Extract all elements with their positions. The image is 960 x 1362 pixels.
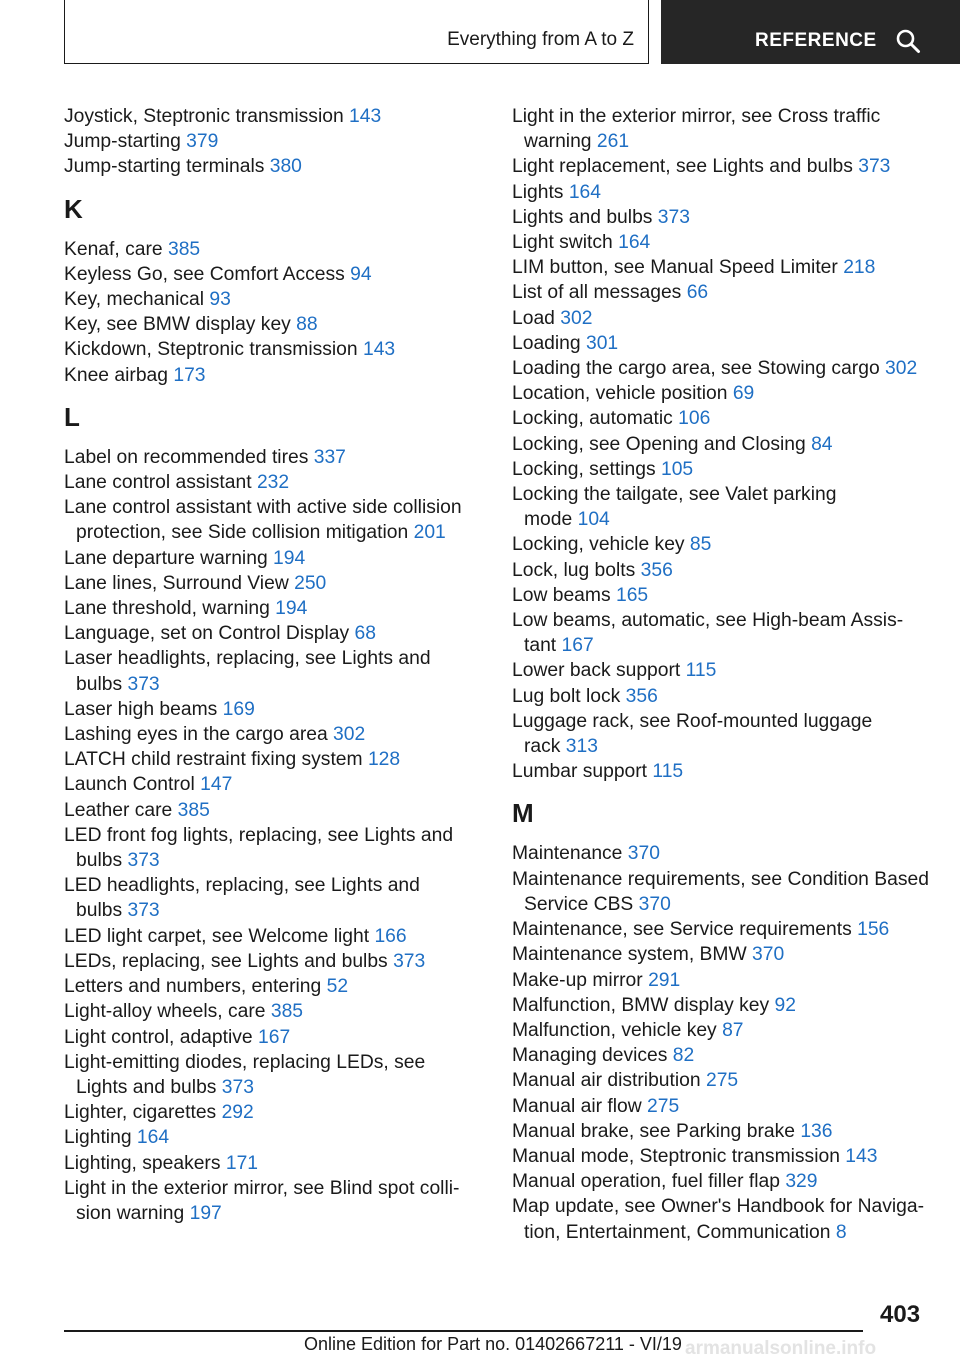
page-link[interactable]: 337 bbox=[313, 446, 346, 468]
page-link[interactable]: 275 bbox=[705, 1070, 739, 1092]
index-entry-text-continued: sion warning bbox=[76, 1202, 185, 1224]
page-link[interactable]: 373 bbox=[221, 1076, 254, 1098]
page-link[interactable]: 147 bbox=[200, 774, 233, 796]
page-link[interactable]: 194 bbox=[273, 547, 306, 569]
index-entry-text: Maintenance bbox=[512, 843, 623, 865]
page-link[interactable]: 329 bbox=[785, 1171, 818, 1193]
index-entry-text: Laser headlights, replacing, see Lights and bbox=[64, 648, 431, 670]
index-entry-text: Jump-starting terminals bbox=[64, 156, 265, 178]
index-entry bbox=[512, 154, 922, 179]
index-entry-text: Locking, settings bbox=[512, 458, 656, 480]
index-entry-text: Location, vehicle position bbox=[512, 383, 728, 405]
page-link[interactable]: 115 bbox=[652, 761, 684, 783]
page-link[interactable]: 164 bbox=[618, 232, 651, 254]
index-entry-text: Leather care bbox=[64, 799, 173, 821]
index-entry-text: Locking the tailgate, see Valet parking bbox=[512, 484, 837, 506]
index-entry-text: LEDs, replacing, see Lights and bulbs bbox=[64, 950, 388, 972]
index-entry bbox=[512, 709, 922, 759]
index-entry bbox=[64, 129, 474, 154]
index-entry-text: Maintenance, see Service requirements bbox=[512, 919, 852, 941]
page-link[interactable]: 173 bbox=[173, 364, 206, 386]
index-entry-text: Luggage rack, see Roof-mounted luggage bbox=[512, 710, 873, 732]
page-link[interactable]: 201 bbox=[413, 522, 446, 544]
index-entry-text: Maintenance requirements, see Condition Based bbox=[512, 868, 929, 890]
index-entry-text: Lane threshold, warning bbox=[64, 598, 270, 620]
index-entry bbox=[512, 993, 922, 1018]
page-link[interactable]: 385 bbox=[270, 1001, 304, 1023]
page-link[interactable]: 373 bbox=[858, 156, 891, 178]
index-entry bbox=[64, 823, 474, 873]
index-entry-text: Manual air flow bbox=[512, 1095, 642, 1117]
index-entry-text: Light control, adaptive bbox=[64, 1026, 253, 1048]
index-entry bbox=[64, 546, 474, 571]
page-link[interactable]: 302 bbox=[885, 358, 918, 380]
index-entry-text: Lumbar support bbox=[512, 761, 648, 783]
index-entry-text: Keyless Go, see Comfort Access bbox=[64, 263, 345, 285]
index-entry-text-continued: Lights and bulbs bbox=[76, 1076, 217, 1098]
index-entry bbox=[512, 841, 922, 866]
index-entry bbox=[512, 1169, 922, 1194]
index-entry-text: Low beams bbox=[512, 584, 611, 606]
search-icon[interactable] bbox=[895, 28, 921, 54]
index-entry bbox=[64, 974, 474, 999]
index-entry-text: Label on recommended tires bbox=[64, 446, 309, 468]
page-link[interactable]: 356 bbox=[640, 559, 673, 581]
index-entry-text: Load bbox=[512, 307, 555, 329]
index-entry-text: Light-emitting diodes, replacing LEDs, see bbox=[64, 1051, 426, 1073]
index-entry bbox=[512, 104, 922, 154]
index-entry-text: List of all messages bbox=[512, 282, 682, 304]
index-entry-text: Key, see BMW display key bbox=[64, 314, 291, 336]
index-entry bbox=[64, 722, 474, 747]
index-entry bbox=[512, 917, 922, 942]
index-entry-text: Knee airbag bbox=[64, 364, 168, 386]
index-entry-text: Loading bbox=[512, 332, 581, 354]
index-entry-text: Lighting bbox=[64, 1127, 132, 1149]
index-entry-text: Lights and bulbs bbox=[512, 206, 653, 228]
index-entry bbox=[512, 942, 922, 967]
page-link[interactable]: 167 bbox=[561, 635, 594, 657]
page-link[interactable]: 370 bbox=[752, 944, 785, 966]
index-entry bbox=[64, 262, 474, 287]
index-entry bbox=[64, 621, 474, 646]
index-entry bbox=[512, 255, 922, 280]
index-entry-text: Lane lines, Surround View bbox=[64, 572, 289, 594]
index-entry bbox=[64, 873, 474, 923]
page-link[interactable]: 92 bbox=[774, 994, 796, 1016]
section-title: Everything from A to Z bbox=[447, 29, 634, 50]
page-link[interactable]: 85 bbox=[689, 534, 712, 556]
page-link[interactable]: 82 bbox=[672, 1045, 695, 1067]
page-link[interactable]: 93 bbox=[209, 289, 231, 311]
page-link[interactable]: 143 bbox=[362, 339, 396, 361]
page-link[interactable]: 232 bbox=[256, 472, 290, 494]
index-entry bbox=[512, 1194, 925, 1244]
index-entry-text: LED light carpet, see Welcome light bbox=[64, 925, 370, 947]
index-entry-text: Light switch bbox=[512, 232, 613, 254]
page-link[interactable]: 385 bbox=[177, 799, 210, 821]
index-column-right bbox=[512, 104, 929, 1245]
page-link[interactable]: 302 bbox=[560, 307, 593, 329]
index-entry bbox=[64, 646, 474, 696]
page-link[interactable]: 167 bbox=[258, 1026, 291, 1048]
index-entry-text: Light in the exterior mirror, see Cross traffic bbox=[512, 106, 881, 127]
page-link[interactable]: 373 bbox=[127, 673, 160, 695]
index-entry-text: Locking, automatic bbox=[512, 408, 673, 430]
page-link[interactable]: 370 bbox=[627, 843, 660, 865]
edition-footer: Online Edition for Part no. 01402667211 - VI/19 bbox=[304, 1334, 682, 1354]
page-link[interactable]: 250 bbox=[294, 572, 327, 594]
index-entry-text: Lane departure warning bbox=[64, 547, 268, 569]
index-entry bbox=[64, 1125, 474, 1150]
page-link[interactable]: 385 bbox=[167, 238, 201, 260]
index-letter-heading: M bbox=[512, 798, 534, 829]
page-link[interactable]: 275 bbox=[647, 1095, 680, 1117]
index-entry bbox=[512, 1094, 922, 1119]
index-entry bbox=[64, 1025, 474, 1050]
page-link[interactable]: 194 bbox=[275, 598, 308, 620]
chapter-title: REFERENCE bbox=[755, 30, 877, 51]
index-entry bbox=[512, 1144, 922, 1169]
index-entry bbox=[64, 363, 474, 388]
index-entry-text: Lights bbox=[512, 181, 564, 203]
page-link[interactable]: 115 bbox=[685, 660, 717, 682]
index-entry-text: Language, set on Control Display bbox=[64, 623, 350, 645]
index-entry-text: Manual brake, see Parking brake bbox=[512, 1120, 795, 1142]
index-entry bbox=[512, 658, 922, 683]
index-entry bbox=[64, 154, 474, 179]
index-entry-text: Kenaf, care bbox=[64, 238, 163, 260]
page-link[interactable]: 69 bbox=[732, 383, 755, 405]
index-entry bbox=[512, 532, 922, 557]
page-link[interactable]: 164 bbox=[136, 1127, 170, 1149]
index-entry-text: LATCH child restraint fixing system bbox=[64, 749, 363, 771]
index-entry-text-continued: rack bbox=[524, 736, 561, 758]
page-link[interactable]: 143 bbox=[845, 1145, 878, 1167]
page-link[interactable]: 301 bbox=[585, 332, 619, 354]
index-entry-text: Loading the cargo area, see Stowing cargo bbox=[512, 358, 880, 380]
page-link[interactable]: 169 bbox=[222, 698, 255, 720]
index-column-left bbox=[64, 104, 474, 1226]
page-number: 403 bbox=[880, 1301, 921, 1328]
index-entry bbox=[512, 968, 922, 993]
index-entry bbox=[64, 697, 474, 722]
index-entry-text: LED headlights, replacing, see Lights and bbox=[64, 875, 420, 897]
index-entry-text: Kickdown, Steptronic transmission bbox=[64, 339, 358, 361]
index-entry-text: Lock, lug bolts bbox=[512, 559, 636, 581]
page-link[interactable]: 302 bbox=[333, 724, 366, 746]
index-entry bbox=[64, 798, 474, 823]
page-link[interactable]: 292 bbox=[221, 1102, 254, 1124]
page-link[interactable]: 373 bbox=[127, 850, 160, 872]
page-link[interactable]: 104 bbox=[577, 509, 610, 531]
index-entry bbox=[512, 230, 922, 255]
index-entry bbox=[512, 1068, 922, 1093]
page-link[interactable]: 379 bbox=[186, 131, 219, 153]
page-link[interactable]: 156 bbox=[857, 919, 890, 941]
page-link[interactable]: 88 bbox=[296, 314, 318, 336]
index-entry bbox=[512, 1119, 922, 1144]
index-entry-text-continued: mode bbox=[524, 509, 573, 531]
page-link[interactable]: 68 bbox=[354, 623, 376, 645]
index-entry-text: Light replacement, see Lights and bulbs bbox=[512, 156, 853, 178]
page-link[interactable]: 218 bbox=[843, 257, 876, 279]
index-entry bbox=[64, 999, 474, 1024]
page-link[interactable]: 128 bbox=[367, 749, 401, 771]
index-entry bbox=[512, 432, 922, 457]
index-entry-text: Light in the exterior mirror, see Blind spot colli- bbox=[64, 1177, 460, 1199]
footer-divider bbox=[64, 1330, 863, 1332]
index-entry-text: Low beams, automatic, see High-beam Assis- bbox=[512, 610, 904, 632]
index-entry bbox=[512, 867, 929, 917]
index-entry-text-continued: bulbs bbox=[76, 850, 123, 872]
index-entry bbox=[64, 237, 474, 262]
index-entry-text: Managing devices bbox=[512, 1045, 668, 1067]
index-entry-text-continued: tion, Entertainment, Communication bbox=[524, 1221, 831, 1243]
index-entry-text-continued: bulbs bbox=[76, 673, 123, 695]
index-entry bbox=[64, 949, 474, 974]
page-link[interactable]: 197 bbox=[189, 1202, 222, 1224]
index-entry bbox=[512, 331, 922, 356]
page-link[interactable]: 370 bbox=[638, 893, 671, 915]
page-link[interactable]: 373 bbox=[393, 950, 426, 972]
page-link[interactable]: 87 bbox=[722, 1019, 744, 1041]
index-entry-text: Malfunction, BMW display key bbox=[512, 994, 770, 1016]
index-entry-text: Light-alloy wheels, care bbox=[64, 1001, 266, 1023]
index-entry-text: Locking, see Opening and Closing bbox=[512, 433, 806, 455]
page-link[interactable]: 373 bbox=[127, 900, 160, 922]
page-link[interactable]: 373 bbox=[657, 206, 690, 228]
index-entry-text: Make-up mirror bbox=[512, 969, 643, 991]
index-entry-text: Lower back support bbox=[512, 660, 681, 682]
index-entry bbox=[64, 571, 474, 596]
index-entry bbox=[512, 180, 922, 205]
chapter-tab[interactable] bbox=[661, 0, 960, 64]
index-entry bbox=[64, 337, 474, 362]
index-letter-heading: L bbox=[64, 401, 80, 432]
index-entry bbox=[512, 205, 922, 230]
index-entry bbox=[512, 558, 922, 583]
page-link[interactable]: 66 bbox=[686, 282, 709, 304]
index-entry bbox=[64, 924, 474, 949]
page-header bbox=[0, 0, 960, 66]
index-entry bbox=[64, 1151, 474, 1176]
index-entry bbox=[64, 470, 474, 495]
index-entry bbox=[512, 406, 922, 431]
index-entry bbox=[64, 596, 474, 621]
index-entry-text-continued: Service CBS bbox=[524, 893, 634, 915]
page-link[interactable]: 165 bbox=[615, 584, 649, 606]
index-entry bbox=[512, 306, 922, 331]
index-entry-text: Lashing eyes in the cargo area bbox=[64, 724, 328, 746]
index-entry bbox=[64, 1100, 474, 1125]
page-link[interactable]: 380 bbox=[269, 156, 302, 178]
page-link[interactable]: 261 bbox=[596, 131, 630, 153]
index-entry-text-continued: bulbs bbox=[76, 900, 123, 922]
index-entry-text-continued: protection, see Side collision mitigation bbox=[76, 522, 409, 544]
page-link[interactable]: 94 bbox=[350, 263, 372, 285]
index-entry-text-continued: tant bbox=[524, 635, 557, 657]
index-entry-text: Letters and numbers, entering bbox=[64, 976, 322, 998]
index-entry-text: Locking, vehicle key bbox=[512, 534, 685, 556]
index-entry bbox=[512, 457, 922, 482]
index-entry-text-continued: warning bbox=[524, 131, 592, 153]
page-link[interactable]: 84 bbox=[811, 433, 833, 455]
index-entry bbox=[64, 312, 474, 337]
index-entry-text: Key, mechanical bbox=[64, 289, 205, 311]
index-entry bbox=[64, 104, 474, 129]
index-entry bbox=[64, 772, 474, 797]
index-entry-text: Malfunction, vehicle key bbox=[512, 1019, 717, 1041]
index-entry bbox=[64, 1176, 474, 1226]
page-link[interactable]: 164 bbox=[568, 181, 601, 203]
page-link[interactable]: 291 bbox=[648, 969, 681, 991]
index-entry bbox=[64, 445, 474, 470]
index-entry-text: Map update, see Owner's Handbook for Naviga- bbox=[512, 1196, 925, 1218]
index-entry bbox=[512, 280, 922, 305]
index-entry bbox=[512, 684, 922, 709]
index-entry-text: Maintenance system, BMW bbox=[512, 944, 747, 966]
index-entry-text: Lighter, cigarettes bbox=[64, 1102, 217, 1124]
index-entry bbox=[512, 356, 922, 381]
page-link[interactable]: 171 bbox=[225, 1152, 259, 1174]
index-entry-text: Lane control assistant with active side collision bbox=[64, 497, 462, 519]
index-entry-text: Jump-starting bbox=[64, 131, 181, 153]
index-entry bbox=[64, 1050, 474, 1100]
page-link[interactable]: 313 bbox=[565, 736, 598, 758]
index-entry-text: Lane control assistant bbox=[64, 472, 252, 494]
index-entry-text: Lug bolt lock bbox=[512, 685, 621, 707]
page-link[interactable]: 136 bbox=[800, 1120, 833, 1142]
index-entry bbox=[64, 287, 474, 312]
page-link[interactable]: 356 bbox=[625, 685, 658, 707]
index-entry-text: Laser high beams bbox=[64, 698, 218, 720]
page-link[interactable]: 143 bbox=[349, 106, 382, 127]
index-entry bbox=[512, 381, 922, 406]
page-link[interactable]: 105 bbox=[660, 458, 694, 480]
index-entry-text: Joystick, Steptronic transmission bbox=[64, 106, 344, 127]
index-entry-text: LED front fog lights, replacing, see Lights and bbox=[64, 824, 454, 846]
index-entry-text: LIM button, see Manual Speed Limiter bbox=[512, 257, 838, 279]
watermark: armanualsonline.info bbox=[685, 1338, 877, 1359]
index-entry bbox=[64, 495, 474, 545]
index-entry-text: Manual operation, fuel filler flap bbox=[512, 1171, 780, 1193]
section-tab bbox=[64, 0, 649, 64]
index-entry bbox=[512, 608, 922, 658]
index-entry bbox=[64, 747, 474, 772]
index-entry bbox=[512, 583, 922, 608]
index-entry bbox=[512, 482, 922, 532]
index-letter-heading: K bbox=[64, 193, 83, 224]
index-entry-text: Lighting, speakers bbox=[64, 1152, 221, 1174]
index-entry bbox=[512, 1043, 922, 1068]
index-entry-text: Manual mode, Steptronic transmission bbox=[512, 1145, 840, 1167]
index-entry-text: Manual air distribution bbox=[512, 1070, 701, 1092]
page-link[interactable]: 166 bbox=[374, 925, 407, 947]
index-entry-text: Launch Control bbox=[64, 774, 195, 796]
index-entry bbox=[512, 1018, 922, 1043]
index-entry bbox=[512, 759, 922, 784]
page-link[interactable]: 52 bbox=[326, 976, 349, 998]
page-link[interactable]: 8 bbox=[835, 1221, 847, 1243]
page-link[interactable]: 106 bbox=[678, 408, 711, 430]
